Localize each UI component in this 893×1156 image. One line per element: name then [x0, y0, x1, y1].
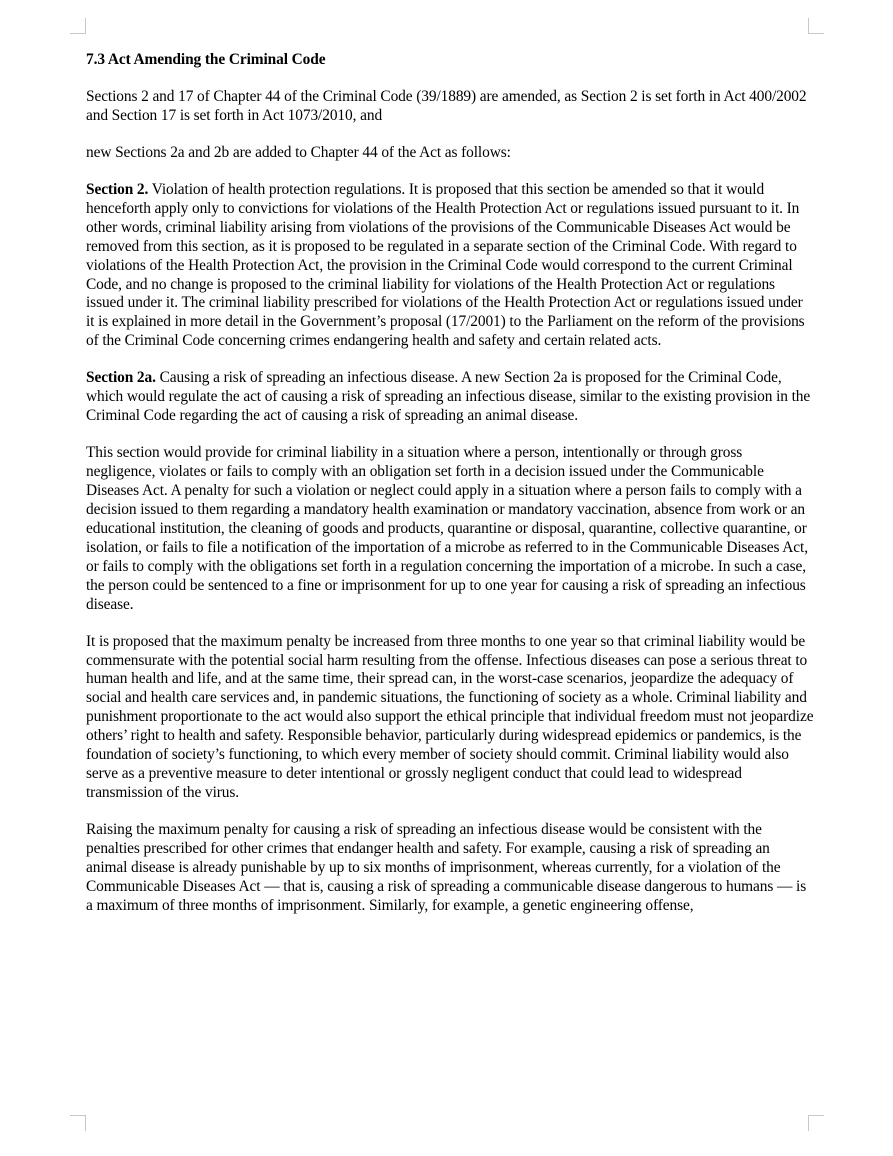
paragraph-text: It is proposed that the maximum penalty be increased from three months to one year so that criminal liability would be commensurate with the potential social harm resulting from the offense. Infectious diseases can pose a serious threat to human health and life, and at the same time, their spread can, in the worst-case scenarios, jeopardize the adequacy of social and health care services and, in pandemic situations, the functioning of society as a whole. Criminal liability and punishment proportionate to the act would also support the ethical principle that individual freedom must not jeopardize others’ right to health and safety. Responsible behavior, particularly during widespread epidemics or pandemics, is the foundation of society’s functioning, to which every member of society should commit. Criminal liability would also serve as a preventive measure to deter intentional or grossly negligent conduct that could lead to widespread transmission of the virus. — [86, 632, 814, 801]
paragraph-amendment-intro — [86, 88, 814, 126]
paragraph-maximum-penalty — [86, 633, 814, 803]
page-corner-mark-top-left — [70, 18, 86, 34]
paragraph-new-sections — [86, 144, 814, 163]
section-label: Section 2. — [86, 181, 149, 198]
page-corner-mark-top-right — [808, 18, 824, 34]
section-heading: 7.3 Act Amending the Criminal Code — [86, 51, 326, 68]
paragraph-text: This section would provide for criminal liability in a situation where a person, intentionally or through gross negligence, violates or fails to comply with an obligation set forth in a decision issued under the Communicable Diseases Act. A penalty for such a violation or neglect could apply in a situation where a person fails to comply with a decision issued to them regarding a mandatory health examination or mandatory vaccination, absence from work or an educational institution, the cleaning of goods and products, quarantine or disposal, quarantine, collective quarantine, or isolation, or fails to file a notification of the importation of a microbe as referred to in the Communicable Diseases Act, or fails to comply with the obligations set forth in a regulation concerning the importation of a microbe. In such a case, the person could be sentenced to a fine or imprisonment for up to one year for causing a risk of spreading an infectious disease. — [86, 444, 808, 613]
page-corner-mark-bottom-left — [70, 1115, 86, 1131]
paragraph-criminal-liability — [86, 444, 814, 614]
paragraph-text: new Sections 2a and 2b are added to Chapter 44 of the Act as follows: — [86, 143, 511, 161]
paragraph-text: Sections 2 and 17 of Chapter 44 of the Criminal Code (39/1889) are amended, as Section 2 is set forth in Act 400/2002 and Section 17 is set forth in Act 1073/2010, and — [86, 87, 807, 124]
paragraph-section-2 — [86, 181, 814, 351]
paragraph-section-2a — [86, 369, 814, 426]
page-corner-mark-bottom-right — [808, 1115, 824, 1131]
section-label: Section 2a. — [86, 369, 156, 387]
paragraph-text: Violation of health protection regulations. It is proposed that this section be amended so that it would henceforth apply only to convictions for violations of the Health Protection Act or regulations issued pursuant to it. In other words, criminal liability arising from violations of the provisions of the Communicable Diseases Act would be removed from this section, as it is proposed to be regulated in a separate section of the Criminal Code. With regard to violations of the Health Protection Act, the provision in the Criminal Code would correspond to the current Criminal Code, and no change is proposed to the criminal liability for violations of the Health Protection Act or regulations issued under it. The criminal liability prescribed for violations of the Health Protection Act or regulations issued under it is explained in more detail in the Government’s proposal (17/2001) to the Parliament on the reform of the provisions of the Criminal Code concerning crimes endangering health and safety and certain related acts. — [86, 181, 805, 350]
document-page — [86, 51, 814, 934]
paragraph-text: Raising the maximum penalty for causing a risk of spreading an infectious disease would be consistent with the penalties prescribed for other crimes that endanger health and safety. For example, causing a risk of spreading an animal disease is already punishable by up to six months of imprisonment, whereas currently, for a violation of the Communicable Diseases Act — that is, causing a risk of spreading a communicable disease dangerous to humans — is a maximum of three months of imprisonment. Similarly, for example, a genetic engineering offense, — [86, 820, 807, 914]
paragraph-consistency — [86, 821, 814, 916]
paragraph-text: Causing a risk of spreading an infectious disease. A new Section 2a is proposed for the Criminal Code, which would regulate the act of causing a risk of spreading an infectious disease, similar to the existing provision in the Criminal Code regarding the act of causing a risk of spreading an animal disease. — [86, 369, 811, 425]
